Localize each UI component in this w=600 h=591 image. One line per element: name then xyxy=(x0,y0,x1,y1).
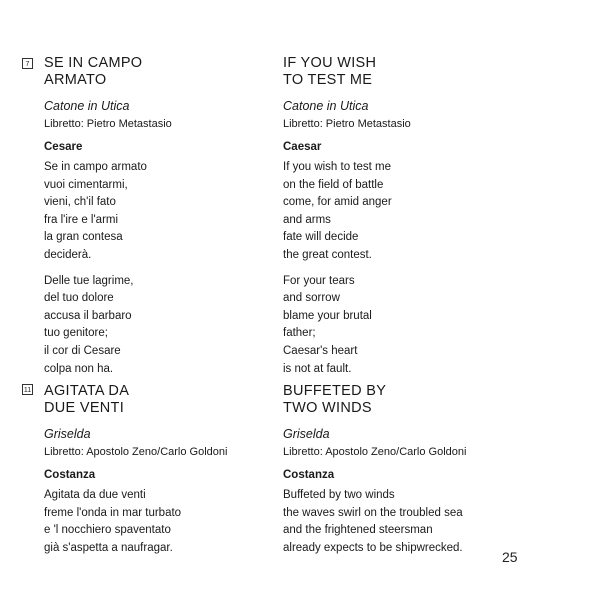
verse-line: If you wish to test me xyxy=(283,161,392,173)
opera-title: Catone in Utica xyxy=(44,99,130,113)
verse-line: come, for amid anger xyxy=(283,196,392,209)
verse-line: Delle tue lagrime, xyxy=(44,274,134,287)
stanza xyxy=(283,487,573,557)
title-line: SE IN CAMPO xyxy=(44,55,143,71)
verse-line: and sorrow xyxy=(283,292,340,305)
verse-line: is not at fault. xyxy=(283,362,352,375)
stanza xyxy=(44,159,264,265)
track-section-italian xyxy=(44,55,264,383)
track-number-badge: 11 xyxy=(22,384,33,395)
character-name: Caesar xyxy=(283,141,322,153)
verse-line: blame your brutal xyxy=(283,309,372,322)
verse-line: del tuo dolore xyxy=(44,292,114,305)
stanza xyxy=(283,159,573,265)
aria-title xyxy=(44,383,264,417)
verse-line: deciderà. xyxy=(44,248,92,261)
title-line: AGITATA DA xyxy=(44,383,130,399)
character-name: Costanza xyxy=(44,469,96,481)
verse-line: fra l'ire e l'armi xyxy=(44,213,119,226)
stanza xyxy=(44,273,264,379)
verse-line: and arms xyxy=(283,213,331,226)
title-line: DUE VENTI xyxy=(44,400,125,416)
librettist: Libretto: Pietro Metastasio xyxy=(44,118,172,130)
librettist: Libretto: Apostolo Zeno/Carlo Goldoni xyxy=(283,446,467,458)
verse-line: father; xyxy=(283,327,316,340)
title-line: BUFFETED BY xyxy=(283,383,387,399)
verse-line: Buffeted by two winds xyxy=(283,489,395,501)
verse-line: For your tears xyxy=(283,274,355,287)
verse-line: Agitata da due venti xyxy=(44,489,146,501)
track-section-italian xyxy=(44,383,264,557)
aria-title xyxy=(44,55,264,89)
librettist: Libretto: Pietro Metastasio xyxy=(283,118,411,130)
verse-line: accusa il barbaro xyxy=(44,309,132,322)
verse-line: freme l'onda in mar turbato xyxy=(44,506,182,519)
verse-line: vuoi cimentarmi, xyxy=(44,178,128,191)
verse-line: vieni, ch'il fato xyxy=(44,196,116,209)
track-section-english xyxy=(283,383,573,557)
verse-line: la gran contesa xyxy=(44,231,123,244)
stanza xyxy=(283,273,573,379)
verse-line: the waves swirl on the troubled sea xyxy=(283,506,463,519)
verse-line: already expects to be shipwrecked. xyxy=(283,541,463,554)
aria-title xyxy=(283,55,573,89)
track-section-english xyxy=(283,55,573,383)
verse-line: Caesar's heart xyxy=(283,344,358,357)
character-name: Cesare xyxy=(44,141,83,153)
opera-title: Griselda xyxy=(44,427,91,441)
page-number: 25 xyxy=(502,549,518,565)
title-line: ARMATO xyxy=(44,72,107,88)
character-name: Costanza xyxy=(283,469,335,481)
verse-line: the great contest. xyxy=(283,248,372,261)
italian-column xyxy=(44,55,264,565)
verse-line: il cor di Cesare xyxy=(44,344,121,357)
title-line: IF YOU WISH xyxy=(283,55,377,71)
verse-line: and the frightened steersman xyxy=(283,524,433,537)
english-column xyxy=(283,55,573,565)
verse-line: colpa non ha. xyxy=(44,362,114,375)
opera-title: Griselda xyxy=(283,427,330,441)
verse-line: Se in campo armato xyxy=(44,161,147,173)
verse-line: già s'aspetta a naufragar. xyxy=(44,541,173,554)
opera-title: Catone in Utica xyxy=(283,99,369,113)
track-number-badge: 7 xyxy=(22,58,33,69)
title-line: TWO WINDS xyxy=(283,400,372,416)
verse-line: e 'l nocchiero spaventato xyxy=(44,524,171,537)
verse-line: fate will decide xyxy=(283,231,359,244)
verse-line: tuo genitore; xyxy=(44,327,108,340)
librettist: Libretto: Apostolo Zeno/Carlo Goldoni xyxy=(44,446,228,458)
stanza xyxy=(44,487,264,557)
title-line: TO TEST ME xyxy=(283,72,373,88)
verse-line: on the field of battle xyxy=(283,178,384,191)
aria-title xyxy=(283,383,573,417)
